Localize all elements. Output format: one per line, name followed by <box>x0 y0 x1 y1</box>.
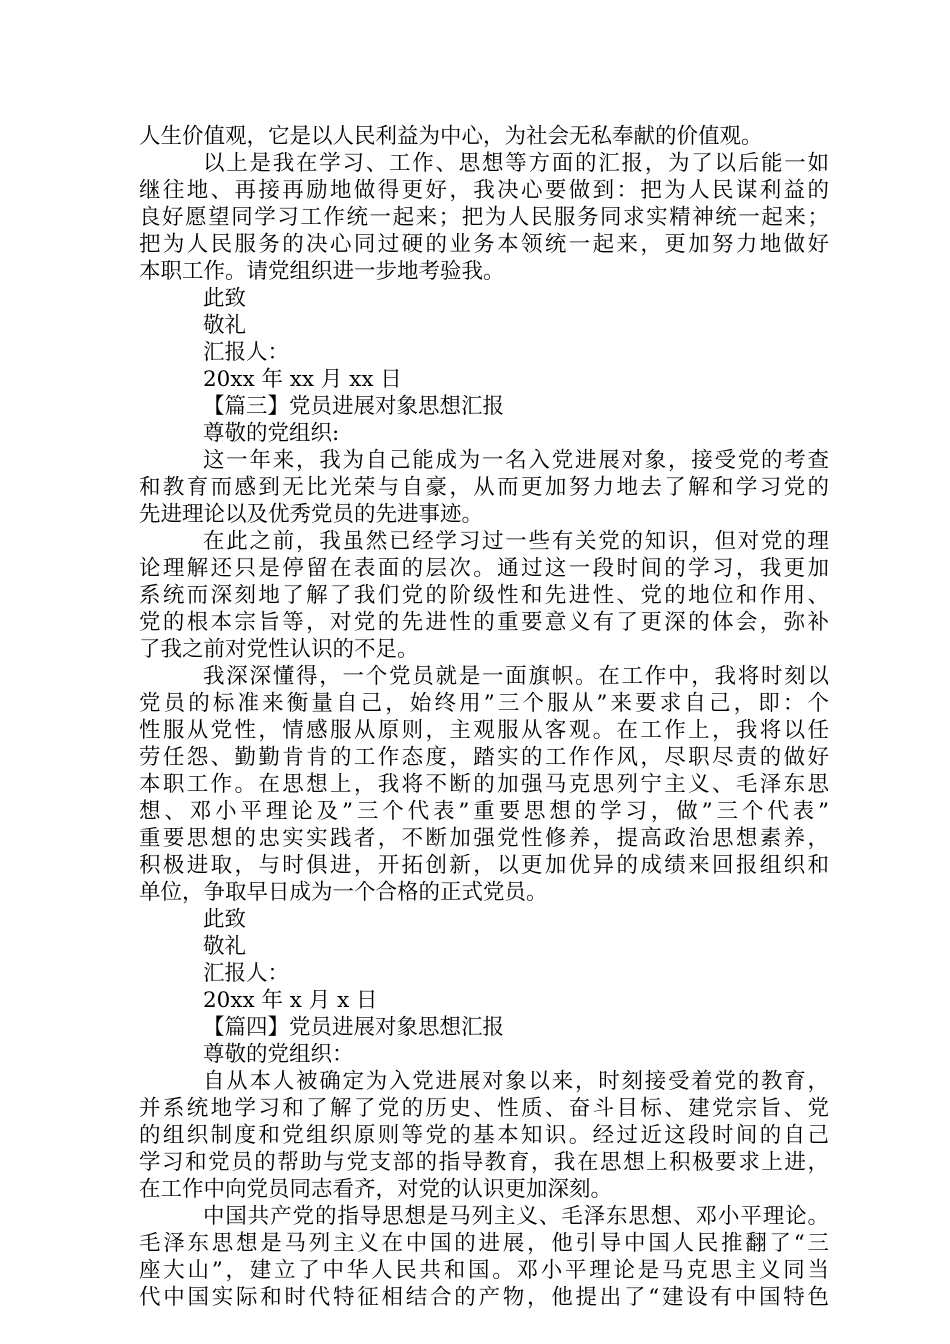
text-line: 此致 <box>203 286 247 311</box>
text-line: 代中国实际和时代特征相结合的产物，他提出了“建设有中国特色 <box>139 1285 829 1310</box>
text-line: 尊敬的党组织： <box>203 1042 354 1067</box>
text-line: 单位，争取早日成为一个合格的正式党员。 <box>139 880 548 905</box>
text-line: 了我之前对党性认识的不足。 <box>139 637 419 662</box>
text-line: 毛泽东思想是马列主义在中国的进展，他引导中国人民推翻了“三 <box>139 1231 829 1256</box>
text-line: 和教育而感到无比光荣与自豪，从而更加努力地去了解和学习党的 <box>139 475 829 500</box>
text-line: 把为人民服务的决心同过硬的业务本领统一起来，更加努力地做好 <box>139 232 829 257</box>
text-line: 劳任怨、勤勤肯肯的工作态度，踏实的工作作风，尽职尽责的做好 <box>139 745 829 770</box>
text-line: 积极进取，与时俱进，开拓创新，以更加优异的成绩来回报组织和 <box>139 853 829 878</box>
document-body <box>139 123 829 1311</box>
text-line: 【篇三】党员进展对象思想汇报 <box>203 394 505 419</box>
text-line: 我深深懂得，一个党员就是一面旗帜。在工作中，我将时刻以 <box>203 664 829 689</box>
text-line: 想、邓小平理论及”三个代表”重要思想的学习，做”三个代表” <box>139 799 829 824</box>
text-line: 论理解还只是停留在表面的层次。通过这一段时间的学习，我更加 <box>139 556 829 581</box>
text-line: 本职工作。在思想上，我将不断的加强马克思列宁主义、毛泽东思 <box>139 772 829 797</box>
text-line: 良好愿望同学习工作统一起来；把为人民服务同求实精神统一起来； <box>139 205 829 230</box>
text-line: 学习和党员的帮助与党支部的指导教育，我在思想上积极要求上进， <box>139 1150 829 1175</box>
text-line: 在工作中向党员同志看齐，对党的认识更加深刻。 <box>139 1177 613 1202</box>
text-line: 20xx 年 xx 月 xx 日 <box>203 367 402 392</box>
text-line: 继往地、再接再励地做得更好，我决心要做到：把为人民谋利益的 <box>139 178 829 203</box>
text-line: 敬礼 <box>203 313 247 338</box>
text-line: 性服从党性，情感服从原则，主观服从客观。在工作上，我将以任 <box>139 718 829 743</box>
text-line: 的组织制度和党组织原则等党的基本知识。经过近这段时间的自己 <box>139 1123 829 1148</box>
text-line: 党的根本宗旨等，对党的先进性的重要意义有了更深的体会，弥补 <box>139 610 829 635</box>
text-line: 党员的标准来衡量自己，始终用”三个服从”来要求自己，即：个 <box>139 691 829 716</box>
text-line: 自从本人被确定为入党进展对象以来，时刻接受着党的教育， <box>203 1069 829 1094</box>
text-line: 汇报人： <box>203 340 290 365</box>
text-line: 系统而深刻地了解了我们党的阶级性和先进性、党的地位和作用、 <box>139 583 829 608</box>
text-line: 敬礼 <box>203 934 247 959</box>
text-line: 此致 <box>203 907 247 932</box>
text-line: 重要思想的忠实实践者，不断加强党性修养，提高政治思想素养， <box>139 826 829 851</box>
text-line: 人生价值观，它是以人民利益为中心，为社会无私奉献的价值观。 <box>139 124 763 149</box>
text-line: 并系统地学习和了解了党的历史、性质、奋斗目标、建党宗旨、党 <box>139 1096 829 1121</box>
text-line: 座大山”，建立了中华人民共和国。邓小平理论是马克思主义同当 <box>139 1258 829 1283</box>
text-line: 汇报人： <box>203 961 290 986</box>
text-line: 【篇四】党员进展对象思想汇报 <box>203 1015 505 1040</box>
text-line: 先进理论以及优秀党员的先进事迹。 <box>139 502 484 527</box>
text-line: 这一年来，我为自己能成为一名入党进展对象，接受党的考查 <box>203 448 829 473</box>
text-line: 以上是我在学习、工作、思想等方面的汇报，为了以后能一如 <box>203 151 829 176</box>
text-line: 20xx 年 x 月 x 日 <box>203 988 378 1013</box>
text-line: 在此之前，我虽然已经学习过一些有关党的知识，但对党的理 <box>203 529 829 554</box>
text-line: 中国共产党的指导思想是马列主义、毛泽东思想、邓小平理论。 <box>203 1204 829 1229</box>
text-line: 本职工作。请党组织进一步地考验我。 <box>139 259 505 284</box>
text-line: 尊敬的党组织: <box>203 421 340 446</box>
